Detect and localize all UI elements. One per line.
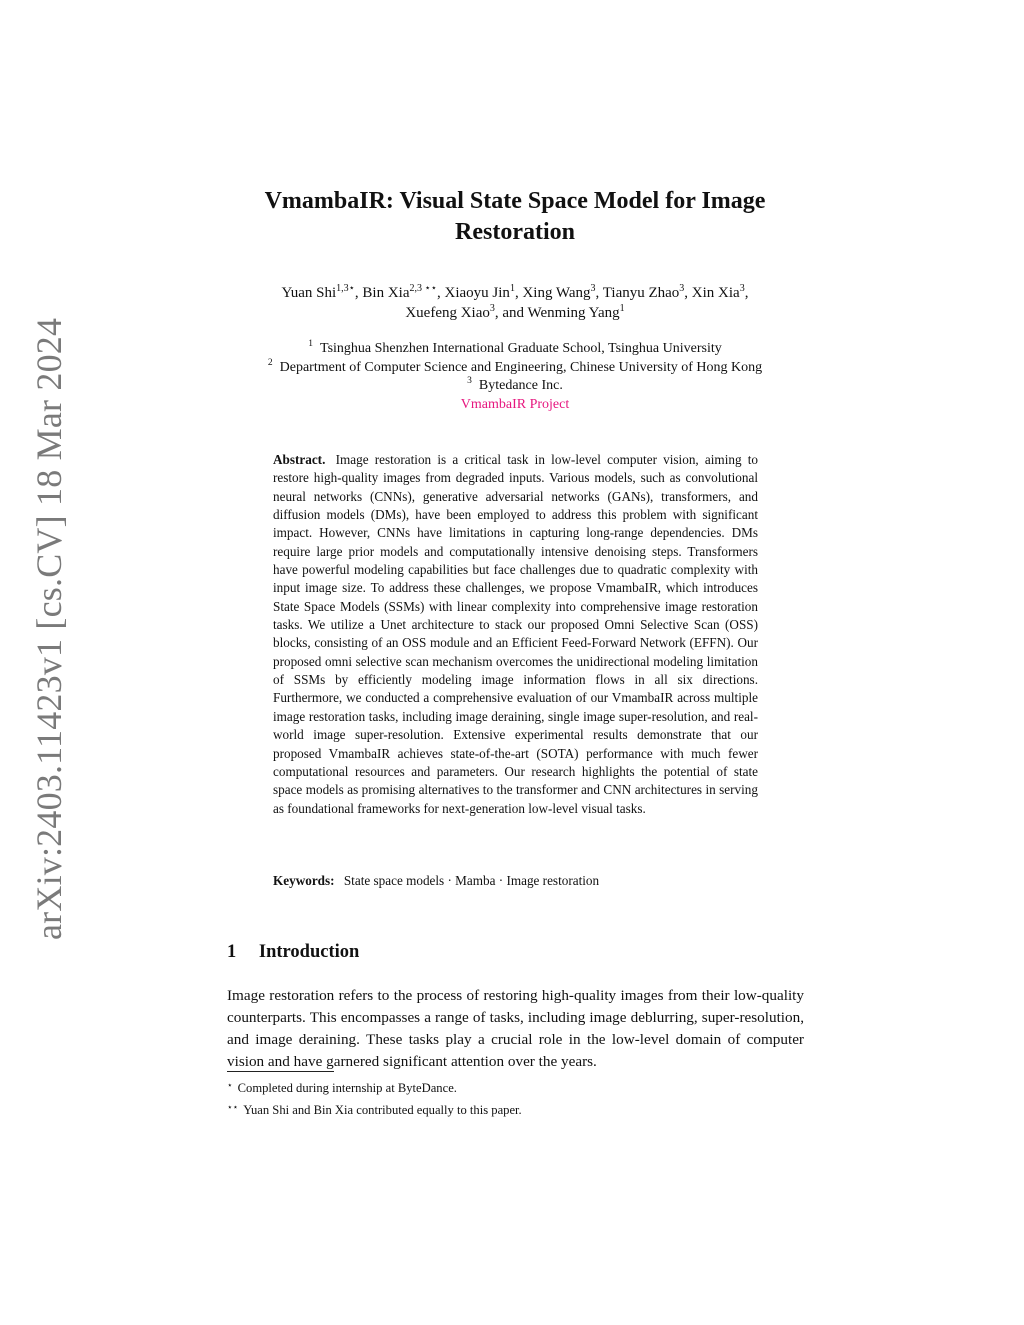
abstract-label: Abstract. [273, 452, 326, 467]
author: Xing Wang$^3$ [522, 283, 596, 301]
author-list: Yuan Shi$^{1,3⋆}$, Bin Xia$^{2,3 ⋆⋆}$, Xiaoyu Jin$^1$, Xing Wang$^3$, Tianyu Zhao$^3$, Xin Xia$^3$, Xuefeng Xiao$^3$, and Wenming Yang$^1$ [281, 283, 749, 321]
affiliation-list [200, 340, 830, 414]
affiliation: $^3$ Bytedance Inc. [467, 376, 563, 393]
section-title: Introduction [258, 942, 360, 962]
author: Wenming Yang$^1$ [527, 303, 625, 321]
affiliation: $^1$ Tsinghua Shenzhen International Graduate School, Tsinghua University [308, 339, 722, 356]
footnote: ⋆ Completed during internship at ByteDance. [227, 1080, 457, 1095]
paper-title [200, 186, 830, 248]
author: Bin Xia$^{2,3 ⋆⋆}$ [362, 283, 438, 301]
keywords-label: Keywords: [273, 873, 335, 888]
author: Xiaoyu Jin$^1$ [444, 283, 515, 301]
section-number: 1 [227, 942, 237, 962]
keywords [273, 872, 758, 890]
introduction-paragraph: Image restoration refers to the process of restoring high-quality images from their low-quality counterparts. This encompasses a range of tasks, including image deblurring, super-resolution, and image deraining. These tasks play a crucial role in the low-level domain of computer vision and have garnered significant attention over the years. [227, 987, 804, 1070]
author: Tianyu Zhao$^3$ [602, 283, 685, 301]
project-link[interactable]: VmambaIR Project [460, 396, 570, 412]
footnote-divider [227, 1071, 334, 1072]
section-heading-introduction [227, 942, 359, 963]
author: Xuefeng Xiao$^3$ [405, 303, 495, 321]
paper-title-line-1: VmambaIR: Visual State Space Model for Image [264, 188, 766, 214]
paper-title-line-2: Restoration [455, 219, 575, 245]
abstract [273, 451, 758, 818]
affiliation: $^2$ Department of Computer Science and Engineering, Chinese University of Hong Kong [267, 357, 763, 375]
footnote: ⋆⋆ Yuan Shi and Bin Xia contributed equally to this paper. [227, 1102, 522, 1117]
author: Xin Xia$^3$ [691, 283, 745, 301]
keywords-text: State space models · Mamba · Image restoration [343, 873, 600, 888]
author: Yuan Shi$^{1,3⋆}$ [281, 283, 355, 301]
arxiv-identifier-stamp: arXiv:2403.11423v1 [cs.CV] 18 Mar 2024 [29, 317, 69, 940]
footnotes [227, 1076, 522, 1120]
abstract-text: Image restoration is a critical task in low-level computer vision, aiming to restore high-quality images from degraded inputs. Various models, such as convolutional neural networks (CNNs), generative adversarial networks (GANs), transformers, and diffusion models (DMs), have been employed to address this problem with significant impact. However, CNNs have limitations in capturing long-range dependencies. DMs require large prior models and computationally intensive denoising steps. Transformers have powerful modeling capabilities but face challenges due to quadratic complexity with input image size. To address these challenges, we propose VmambaIR, which introduces State Space Models (SSMs) with linear complexity into comprehensive image restoration tasks. We utilize a Unet architecture to stack our proposed Omni Selective Scan (OSS) blocks, consisting of an OSS module and an Efficient Feed-Forward Network (EFFN). Our proposed omni selective scan mechanism overcomes the unidirectional modeling limitation of SSMs by efficiently modeling image information flows in all six directions. Furthermore, we conducted a comprehensive evaluation of our VmambaIR across multiple image restoration tasks, including image deraining, single image super-resolution, and real-world image super-resolution. Extensive experimental results demonstrate that our proposed VmambaIR achieves state-of-the-art (SOTA) performance with much fewer computational resources and parameters. Our research highlights the potential of state space models as promising alternatives to the transformer and CNN architectures in serving as foundational frameworks for next-generation low-level visual tasks. [273, 452, 759, 816]
